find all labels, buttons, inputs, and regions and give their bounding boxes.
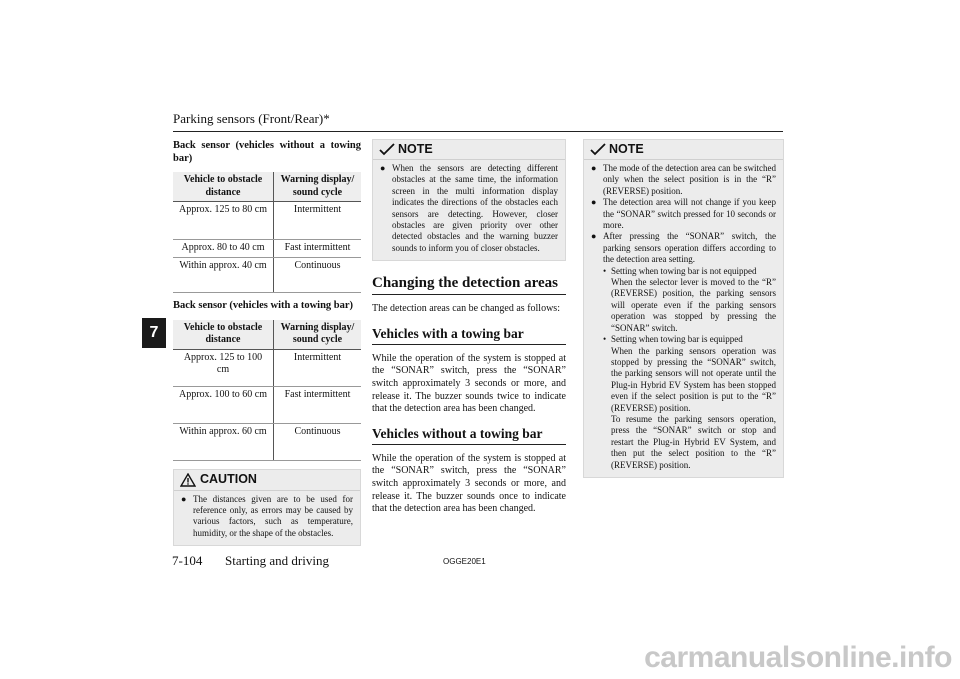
bullet-icon: ● [380,163,386,173]
section-title-no-towbar: Back sensor (vehicles without a towing bar) [173,140,361,164]
note-box-middle [372,139,566,261]
sub-item: • Setting when towing bar is not equipped When the selector lever is moved to the “R” (REVERSE) position, the parking sensors will operate even if the parking sensors operation was stopped by pressing the “SONAR” switch. [603,265,776,333]
footer-page-number: 7-104 [172,553,203,568]
table-row [173,257,361,292]
caution-label: CAUTION [200,471,257,486]
note-label: NOTE [398,141,433,156]
paragraph-without-towbar: While the operation of the system is stopped at the “SONAR” switch, press the “SONAR” switch approximately 3 seconds or more, and release it. The buzzer sounds once to indicate that the detection area has been changed. [372,452,566,515]
sub-bullet-icon: • [603,334,607,345]
table-row [173,202,361,240]
table-cell: Continuous [274,257,362,292]
table-header-distance: Vehicle to obstacle distance [173,172,274,202]
table-cell: Within approx. 60 cm [173,423,274,460]
table-header-warning: Warning display/ sound cycle [274,320,362,350]
table-cell: Approx. 80 to 40 cm [173,240,274,258]
table-cell: Intermittent [274,202,362,240]
bullet-icon: ● [591,163,597,173]
warning-triangle-icon [180,473,196,487]
table-row [173,240,361,258]
table-cell: Fast intermittent [274,386,362,423]
intro-paragraph: The detection areas can be changed as follows: [372,303,560,315]
sub-bullet-icon: • [603,265,607,276]
table-with-towbar [173,320,361,461]
note-item: ● When the sensors are detecting different obstacles at the same time, the information screen in the multi information display indicates the directions of the obstacles each sensors are detecting. However, closer obstacles are given priority over other detected obstacles and the warning buzzer sounds to inform you of closer obstacles. [380,163,558,253]
watermark: carmanualsonline.info [644,641,952,674]
footer-code: OGGE20E1 [443,557,486,566]
table-cell: Approx. 100 to 60 cm [173,386,274,423]
table-header-distance: Vehicle to obstacle distance [173,320,274,350]
table-row [173,423,361,460]
bullet-icon: ● [181,493,187,504]
note-box-right [583,139,784,478]
footer-section: Starting and driving [225,553,329,568]
sub-item: • Setting when towing bar is equipped When the parking sensors operation was stopped by pressing the “SONAR” switch, the parking sensors will not operate until the Plug-in Hybrid EV System has been stopped even if the select position is put to the “R” (REVERSE) position. To resume the parking sensors operation, press the “SONAR” switch or stop and restart the Plug-in Hybrid EV System, and then put the select position to the “R” (REVERSE) position. [603,334,776,470]
paragraph-with-towbar: While the operation of the system is stopped at the “SONAR” switch, press the “SONAR” switch approximately 3 seconds or more, and release it. The buzzer sounds twice to indicate that the detection area has been changed. [372,352,566,415]
note-item: ● After pressing the “SONAR” switch, the parking sensors operation differs according to the detection area setting. • Setting when towing bar is not equipped When the selector lever is moved to the “R” (REVERSE) position, the parking sensors will operate even if the parking sensors operation was stopped by pressing the “SONAR” switch. • Setting when towing bar is equipped When the parking sensors operation was stopped by pressing the “SONAR” switch, the parking sensors will not operate until the Plug-in Hybrid EV System has been stopped even if the select position is put to the “R” (REVERSE) position. To resume the parking sensors operation, press the “SONAR” switch or stop and restart the Plug-in Hybrid EV System, and then put the select position to the “R” (REVERSE) position. [591,231,776,470]
bullet-icon: ● [591,197,597,208]
heading-changing-detection-areas: Changing the detection areas [372,274,566,295]
table-cell: Continuous [274,423,362,460]
bullet-icon: ● [591,231,597,242]
note-item: ● The detection area will not change if you keep the “SONAR” switch pressed for 10 seconds or more. [591,197,776,231]
check-icon [379,143,395,156]
table-cell: Approx. 125 to 100 cm [173,349,274,386]
check-icon [590,143,606,156]
table-row [173,349,361,386]
page-header-title: Parking sensors (Front/Rear)* [173,111,330,126]
section-title-with-towbar: Back sensor (vehicles with a towing bar) [173,299,354,311]
table-no-towbar [173,172,361,293]
subheading-with-towbar: Vehicles with a towing bar [372,326,566,345]
note-label: NOTE [609,141,644,156]
caution-box [173,469,361,547]
right-column [583,139,784,478]
table-cell: Approx. 125 to 80 cm [173,202,274,240]
table-header-warning: Warning display/ sound cycle [274,172,362,202]
table-cell: Intermittent [274,349,362,386]
table-row [173,386,361,423]
chapter-tab: 7 [142,318,166,348]
caution-item: ● The distances given are to be used for reference only, as errors may be caused by various factors, such as temperature, humidity, or the shape of the obstacles. [181,493,353,538]
subheading-without-towbar: Vehicles without a towing bar [372,426,566,445]
middle-column [372,139,566,516]
note-item: ● The mode of the detection area can be switched only when the select position is in the “R” (REVERSE) position. [591,163,776,196]
header-rule [173,131,783,132]
left-column [173,139,361,546]
table-cell: Fast intermittent [274,240,362,258]
table-cell: Within approx. 40 cm [173,257,274,292]
